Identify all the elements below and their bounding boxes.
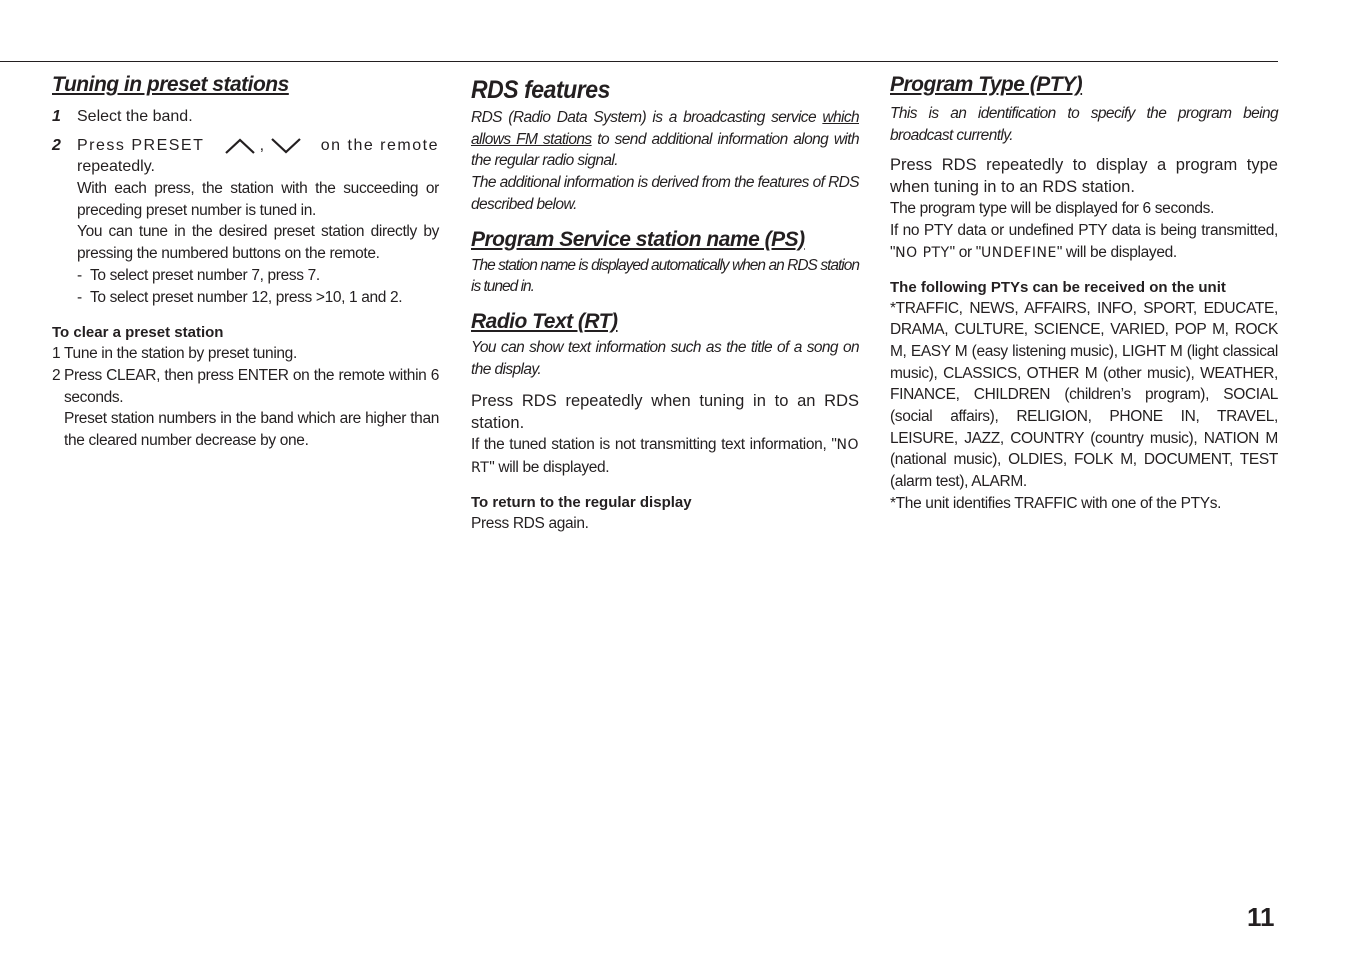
column-rds-features: [471, 70, 859, 534]
return-text: Press RDS again.: [471, 514, 589, 532]
pty-note-1: The program type will be displayed for 6 seconds.: [890, 200, 1215, 218]
heading-clear-preset: To clear a preset station: [52, 324, 224, 342]
step-text: Select the band.: [77, 108, 193, 125]
step-text-a: Press PRESET: [77, 137, 205, 154]
step-1: [52, 106, 439, 127]
heading-return: To return to the regular display: [471, 493, 692, 511]
step-text-b: on the remote: [320, 137, 439, 154]
chevron-down-icon: [270, 137, 302, 155]
heading-rt: Radio Text (RT): [471, 309, 618, 333]
pty-note-2: If no PTY data or undefined PTY data is being transmitted, "NO PTY" or "UNDEFINE" will be displayed.: [890, 222, 1278, 261]
step-number: 1: [52, 108, 61, 125]
column-pty: [890, 70, 1278, 515]
lcd-text: NO PTY: [895, 244, 950, 261]
heading-tuning-preset: Tuning in preset stations: [52, 73, 289, 96]
list-item: 2 Press CLEAR, then press ENTER on the remote within 6 seconds.: [52, 366, 439, 406]
top-rule: [0, 61, 1278, 62]
page-number: 11: [1247, 902, 1275, 932]
paragraph-clear-note: Preset station numbers in the band which are higher than the cleared number decrease by one.: [64, 410, 439, 450]
paragraph-direct-tune: You can tune in the desired preset station directly by pressing the numbered buttons on the remote.: [77, 223, 439, 263]
list-item: - To select preset number 7, press 7.: [77, 266, 320, 284]
step-2: [52, 135, 439, 177]
lcd-text: NO RT: [471, 437, 859, 477]
paragraph-each-press: With each press, the station with the succeeding or preceding preset number is tuned in.: [77, 180, 439, 219]
list-item: - To select preset number 12, press >10, 1 and 2.: [77, 288, 403, 306]
preset-arrows: [224, 135, 302, 156]
step-number: 2: [52, 137, 61, 154]
arrow-separator: ,: [259, 137, 266, 154]
heading-pty-list: The following PTYs can be received on the unit: [890, 278, 1226, 296]
column-tuning-preset: [52, 70, 439, 452]
rt-note: If the tuned station is not transmitting text information, "NO RT" will be displayed.: [471, 436, 859, 477]
chevron-up-icon: [224, 137, 256, 155]
lcd-text: UNDEFINE: [980, 244, 1057, 261]
list-item: 1 Tune in the station by preset tuning.: [52, 345, 297, 363]
rt-text: You can show text information such as the title of a song on the display.: [471, 338, 859, 378]
pty-intro: This is an identification to specify the program being broadcast currently.: [890, 105, 1278, 144]
rds-intro: RDS (Radio Data System) is a broadcasting service which allows FM stations to send additional information along with the regular radio signal.: [471, 109, 860, 170]
heading-ps: Program Service station name (PS): [471, 227, 805, 251]
preset-line: [77, 135, 439, 156]
pty-list: *TRAFFIC, NEWS, AFFAIRS, INFO, SPORT, EDUCATE, DRAMA, CULTURE, SCIENCE, VARIED, POP M, ROCK M, EASY M (easy listening music), LIGHT M (light classical music), CLASSICS, OTHER M (other music), WEATHER, FINANCE, CHILDREN (children’s program), SOCIAL (social affairs), RELIGION, PHONE IN, TRAVEL, LEISURE, JAZZ, COUNTRY (country music), NATION M (national music), OLDIES, FOLK M, DOCUMENT, TEST (alarm test), ALARM.: [890, 299, 1278, 491]
rds-intro-2: The additional information is derived from the features of RDS described below.: [471, 174, 859, 213]
pty-press: Press RDS repeatedly to display a program type when tuning in to an RDS station.: [890, 156, 1278, 197]
ps-text: The station name is displayed automatically when an RDS station is tuned in.: [471, 256, 859, 296]
rt-press: Press RDS repeatedly when tuning in to an RDS station.: [471, 392, 859, 433]
step-text-c: repeatedly.: [77, 158, 155, 175]
heading-pty: Program Type (PTY): [890, 73, 1083, 96]
pty-footnote: *The unit identifies TRAFFIC with one of the PTYs.: [890, 494, 1222, 512]
page-title: RDS features: [471, 76, 610, 104]
